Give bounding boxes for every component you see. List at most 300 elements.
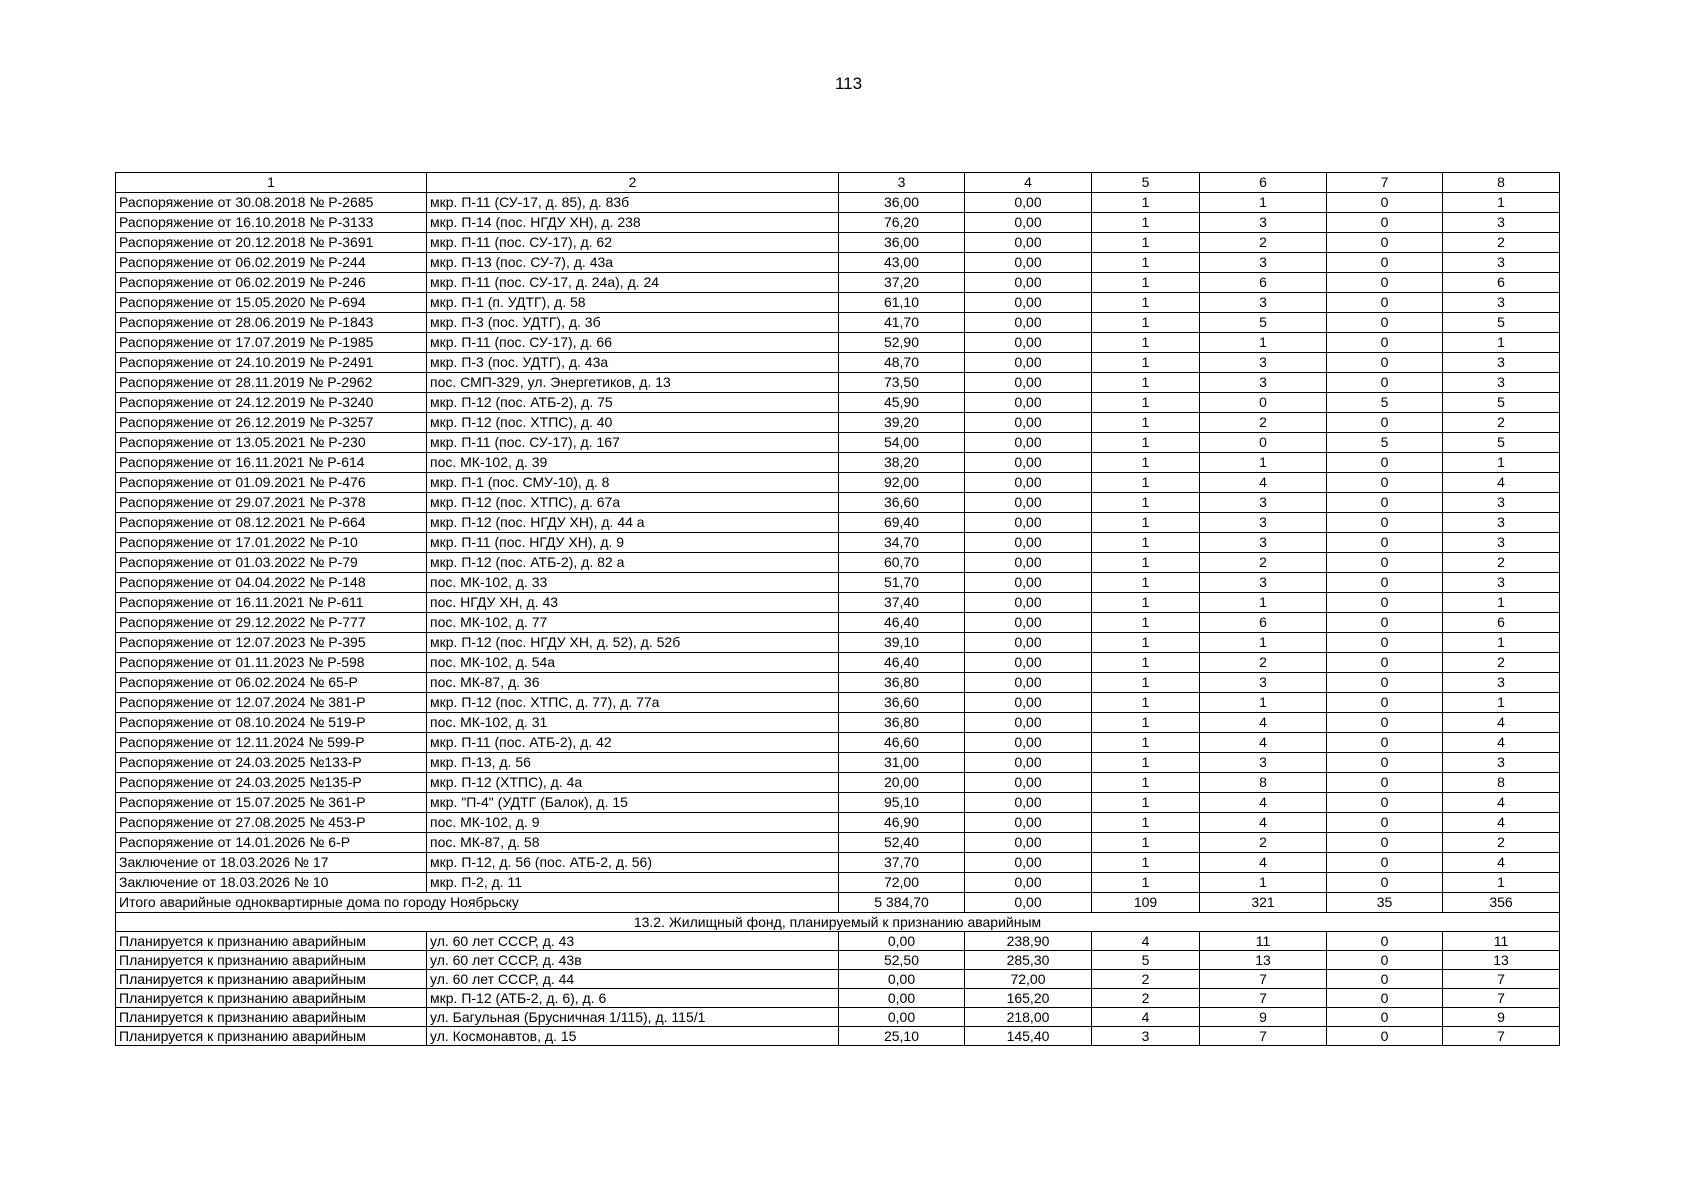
address-cell: пос. МК-102, д. 54а [427,653,839,673]
address-cell: пос. СМП-329, ул. Энергетиков, д. 13 [427,373,839,393]
table-row [116,753,1560,773]
value-cell: 3 [1443,573,1560,593]
table-row [116,613,1560,633]
address-cell: мкр. П-11 (пос. НГДУ ХН), д. 9 [427,533,839,553]
value-cell: 0 [1327,593,1443,613]
value-cell: 20,00 [839,773,965,793]
address-cell: пос. МК-102, д. 77 [427,613,839,633]
planned-row [116,1008,1560,1027]
value-cell: 0 [1327,373,1443,393]
column-number: 7 [1327,173,1443,193]
value-cell: 0,00 [965,733,1092,753]
value-cell: 1 [1092,873,1200,893]
value-cell: 0 [1327,413,1443,433]
value-cell: 1 [1092,393,1200,413]
value-cell: 1 [1092,313,1200,333]
document-cell: Распоряжение от 01.11.2023 № Р-598 [116,653,427,673]
value-cell: 3 [1200,493,1327,513]
value-cell: 3 [1200,513,1327,533]
value-cell: 0 [1327,693,1443,713]
value-cell: 3 [1200,293,1327,313]
value-cell: 0 [1200,393,1327,413]
value-cell: 45,90 [839,393,965,413]
planned-row [116,970,1560,989]
table-row [116,213,1560,233]
document-cell: Распоряжение от 17.01.2022 № Р-10 [116,533,427,553]
value-cell: 3 [1443,213,1560,233]
value-cell: 2 [1443,233,1560,253]
value-cell: 1 [1443,193,1560,213]
total-value: 5 384,70 [839,893,965,913]
value-cell: 3 [1200,753,1327,773]
value-cell: 0,00 [965,313,1092,333]
value-cell: 0 [1327,833,1443,853]
address-cell: мкр. П-12, д. 56 (пос. АТБ-2, д. 56) [427,853,839,873]
value-cell: 5 [1443,393,1560,413]
document-cell: Распоряжение от 16.11.2021 № Р-611 [116,593,427,613]
value-cell: 6 [1443,613,1560,633]
document-cell: Распоряжение от 24.03.2025 №133-Р [116,753,427,773]
total-label: Итого аварийные одноквартирные дома по городу Ноябрьску [116,893,839,913]
value-cell: 1 [1092,293,1200,313]
value-cell: 0,00 [965,673,1092,693]
value-cell: 3 [1200,373,1327,393]
value-cell: 43,00 [839,253,965,273]
value-cell: 0,00 [965,513,1092,533]
value-cell: 1 [1092,573,1200,593]
table-row [116,553,1560,573]
value-cell: 7 [1443,1027,1560,1046]
value-cell: 2 [1200,653,1327,673]
value-cell: 0,00 [965,693,1092,713]
table-row [116,413,1560,433]
value-cell: 0 [1327,753,1443,773]
value-cell: 54,00 [839,433,965,453]
value-cell: 31,00 [839,753,965,773]
table-row [116,513,1560,533]
document-cell: Распоряжение от 24.10.2019 № Р-2491 [116,353,427,373]
value-cell: 0 [1327,713,1443,733]
value-cell: 37,40 [839,593,965,613]
value-cell: 1 [1443,333,1560,353]
value-cell: 1 [1092,813,1200,833]
value-cell: 3 [1443,513,1560,533]
planned-row [116,951,1560,970]
value-cell: 1 [1092,473,1200,493]
value-cell: 60,70 [839,553,965,573]
value-cell: 4 [1200,473,1327,493]
document-cell: Планируется к признанию аварийным [116,989,427,1008]
value-cell: 165,20 [965,989,1092,1008]
address-cell: ул. Космонавтов, д. 15 [427,1027,839,1046]
value-cell: 0,00 [965,573,1092,593]
value-cell: 0 [1327,193,1443,213]
document-cell: Распоряжение от 24.03.2025 №135-Р [116,773,427,793]
value-cell: 1 [1092,653,1200,673]
address-cell: пос. МК-102, д. 33 [427,573,839,593]
value-cell: 0,00 [965,453,1092,473]
value-cell: 0,00 [965,633,1092,653]
address-cell: пос. МК-102, д. 9 [427,813,839,833]
table-row [116,673,1560,693]
table-row [116,233,1560,253]
value-cell: 36,60 [839,693,965,713]
value-cell: 0 [1327,273,1443,293]
value-cell: 4 [1200,733,1327,753]
value-cell: 1 [1092,193,1200,213]
value-cell: 0,00 [965,353,1092,373]
value-cell: 1 [1092,553,1200,573]
table-row [116,353,1560,373]
table-row [116,533,1560,553]
value-cell: 2 [1443,553,1560,573]
value-cell: 0 [1327,613,1443,633]
value-cell: 0 [1327,293,1443,313]
table-row [116,873,1560,893]
value-cell: 9 [1200,1008,1327,1027]
value-cell: 2 [1200,233,1327,253]
value-cell: 1 [1200,333,1327,353]
total-value: 109 [1092,893,1200,913]
value-cell: 0,00 [965,653,1092,673]
address-cell: мкр. П-11 (пос. АТБ-2), д. 42 [427,733,839,753]
value-cell: 1 [1092,373,1200,393]
value-cell: 1 [1200,693,1327,713]
column-number: 1 [116,173,427,193]
value-cell: 3 [1200,573,1327,593]
value-cell: 1 [1092,233,1200,253]
value-cell: 1 [1092,353,1200,373]
total-value: 0,00 [965,893,1092,913]
document-cell: Распоряжение от 16.10.2018 № Р-3133 [116,213,427,233]
value-cell: 4 [1200,793,1327,813]
value-cell: 0 [1327,673,1443,693]
address-cell: пос. МК-87, д. 36 [427,673,839,693]
value-cell: 3 [1443,253,1560,273]
column-number: 3 [839,173,965,193]
table-row [116,273,1560,293]
value-cell: 0 [1327,793,1443,813]
value-cell: 52,40 [839,833,965,853]
document-cell: Заключение от 18.03.2026 № 17 [116,853,427,873]
value-cell: 0,00 [965,333,1092,353]
value-cell: 0,00 [965,233,1092,253]
value-cell: 0,00 [965,373,1092,393]
table-row [116,773,1560,793]
address-cell: пос. МК-102, д. 39 [427,453,839,473]
document-cell: Распоряжение от 28.11.2019 № Р-2962 [116,373,427,393]
value-cell: 25,10 [839,1027,965,1046]
total-row [116,893,1560,913]
value-cell: 1 [1092,433,1200,453]
document-cell: Планируется к признанию аварийным [116,1008,427,1027]
address-cell: мкр. П-12 (пос. АТБ-2), д. 82 а [427,553,839,573]
value-cell: 0 [1200,433,1327,453]
address-cell: мкр. П-1 (п. УДТГ), д. 58 [427,293,839,313]
column-number: 6 [1200,173,1327,193]
value-cell: 1 [1443,633,1560,653]
address-cell: ул. 60 лет СССР, д. 43 [427,932,839,951]
value-cell: 7 [1443,970,1560,989]
value-cell: 0 [1327,473,1443,493]
value-cell: 1 [1092,733,1200,753]
value-cell: 2 [1443,833,1560,853]
value-cell: 0,00 [965,213,1092,233]
value-cell: 11 [1200,932,1327,951]
value-cell: 3 [1092,1027,1200,1046]
value-cell: 72,00 [839,873,965,893]
value-cell: 7 [1443,989,1560,1008]
document-cell: Распоряжение от 16.11.2021 № Р-614 [116,453,427,473]
value-cell: 0 [1327,813,1443,833]
value-cell: 36,60 [839,493,965,513]
address-cell: мкр. П-11 (СУ-17, д. 85), д. 83б [427,193,839,213]
value-cell: 0 [1327,353,1443,373]
value-cell: 1 [1092,333,1200,353]
document-cell: Планируется к признанию аварийным [116,951,427,970]
value-cell: 0 [1327,513,1443,533]
value-cell: 3 [1443,353,1560,373]
document-cell: Распоряжение от 12.11.2024 № 599-Р [116,733,427,753]
table-row [116,693,1560,713]
table-row [116,733,1560,753]
document-cell: Распоряжение от 04.04.2022 № Р-148 [116,573,427,593]
value-cell: 36,80 [839,713,965,733]
value-cell: 46,40 [839,613,965,633]
value-cell: 0,00 [839,932,965,951]
value-cell: 0,00 [965,773,1092,793]
value-cell: 5 [1443,433,1560,453]
value-cell: 38,20 [839,453,965,473]
value-cell: 0 [1327,553,1443,573]
table-row [116,833,1560,853]
value-cell: 0 [1327,1008,1443,1027]
address-cell: мкр. П-12 (пос. НГДУ ХН), д. 44 а [427,513,839,533]
value-cell: 145,40 [965,1027,1092,1046]
value-cell: 0,00 [965,853,1092,873]
value-cell: 52,90 [839,333,965,353]
document-cell: Распоряжение от 08.10.2024 № 519-Р [116,713,427,733]
value-cell: 6 [1200,613,1327,633]
document-cell: Распоряжение от 24.12.2019 № Р-3240 [116,393,427,413]
value-cell: 1 [1092,533,1200,553]
value-cell: 238,90 [965,932,1092,951]
address-cell: пос. МК-102, д. 31 [427,713,839,733]
value-cell: 1 [1092,633,1200,653]
value-cell: 39,10 [839,633,965,653]
value-cell: 0,00 [839,970,965,989]
value-cell: 2 [1443,653,1560,673]
section-row [116,913,1560,932]
value-cell: 4 [1443,853,1560,873]
value-cell: 0,00 [965,273,1092,293]
value-cell: 4 [1443,813,1560,833]
value-cell: 3 [1443,293,1560,313]
value-cell: 1 [1092,413,1200,433]
value-cell: 1 [1092,753,1200,773]
value-cell: 8 [1200,773,1327,793]
value-cell: 1 [1092,773,1200,793]
document-cell: Распоряжение от 01.09.2021 № Р-476 [116,473,427,493]
value-cell: 1 [1443,693,1560,713]
table-row [116,713,1560,733]
value-cell: 1 [1443,873,1560,893]
value-cell: 48,70 [839,353,965,373]
address-cell: ул. 60 лет СССР, д. 43в [427,951,839,970]
section-title: 13.2. Жилищный фонд, планируемый к признанию аварийным [116,913,1560,932]
page-number: 113 [834,74,863,93]
value-cell: 0,00 [965,713,1092,733]
value-cell: 0 [1327,853,1443,873]
value-cell: 5 [1092,951,1200,970]
value-cell: 3 [1443,533,1560,553]
value-cell: 3 [1200,253,1327,273]
value-cell: 0 [1327,213,1443,233]
address-cell: мкр. П-12 (пос. АТБ-2), д. 75 [427,393,839,413]
value-cell: 7 [1200,989,1327,1008]
address-cell: мкр. П-14 (пос. НГДУ ХН), д. 238 [427,213,839,233]
column-number: 8 [1443,173,1560,193]
value-cell: 1 [1200,453,1327,473]
document-cell: Распоряжение от 06.02.2024 № 65-Р [116,673,427,693]
table-row [116,193,1560,213]
value-cell: 0 [1327,253,1443,273]
planned-row [116,1027,1560,1046]
value-cell: 37,70 [839,853,965,873]
housing-table [115,172,1560,1046]
value-cell: 4 [1200,713,1327,733]
value-cell: 0,00 [965,193,1092,213]
table-row [116,653,1560,673]
value-cell: 95,10 [839,793,965,813]
value-cell: 0,00 [965,293,1092,313]
value-cell: 0,00 [965,753,1092,773]
table-row [116,253,1560,273]
value-cell: 0 [1327,653,1443,673]
value-cell: 4 [1092,932,1200,951]
value-cell: 4 [1443,733,1560,753]
value-cell: 3 [1443,493,1560,513]
value-cell: 4 [1092,1008,1200,1027]
value-cell: 3 [1443,753,1560,773]
value-cell: 61,10 [839,293,965,313]
value-cell: 1 [1092,593,1200,613]
address-cell: мкр. П-11 (пос. СУ-17), д. 167 [427,433,839,453]
document-cell: Распоряжение от 26.12.2019 № Р-3257 [116,413,427,433]
value-cell: 6 [1200,273,1327,293]
document-cell: Распоряжение от 28.06.2019 № Р-1843 [116,313,427,333]
value-cell: 0,00 [965,833,1092,853]
value-cell: 1 [1092,613,1200,633]
value-cell: 3 [1200,533,1327,553]
value-cell: 0 [1327,633,1443,653]
address-cell: ул. 60 лет СССР, д. 44 [427,970,839,989]
address-cell: мкр. П-13, д. 56 [427,753,839,773]
value-cell: 1 [1200,593,1327,613]
table-row [116,633,1560,653]
document-cell: Планируется к признанию аварийным [116,1027,427,1046]
address-cell: мкр. П-12 (ХТПС), д. 4а [427,773,839,793]
column-number: 4 [965,173,1092,193]
total-value: 356 [1443,893,1560,913]
value-cell: 1 [1092,833,1200,853]
address-cell: мкр. П-3 (пос. УДТГ), д. 43а [427,353,839,373]
value-cell: 1 [1092,673,1200,693]
document-cell: Распоряжение от 06.02.2019 № Р-246 [116,273,427,293]
document-cell: Распоряжение от 12.07.2024 № 381-Р [116,693,427,713]
value-cell: 2 [1200,833,1327,853]
value-cell: 0 [1327,333,1443,353]
table-row [116,453,1560,473]
value-cell: 1 [1092,693,1200,713]
address-cell: мкр. П-3 (пос. УДТГ), д. 3б [427,313,839,333]
value-cell: 8 [1443,773,1560,793]
document-cell: Распоряжение от 15.05.2020 № Р-694 [116,293,427,313]
address-cell: мкр. П-2, д. 11 [427,873,839,893]
value-cell: 1 [1443,453,1560,473]
value-cell: 72,00 [965,970,1092,989]
value-cell: 1 [1092,453,1200,473]
value-cell: 0 [1327,970,1443,989]
value-cell: 37,20 [839,273,965,293]
value-cell: 1 [1092,213,1200,233]
table-row [116,373,1560,393]
document-cell: Распоряжение от 12.07.2023 № Р-395 [116,633,427,653]
document-cell: Распоряжение от 08.12.2021 № Р-664 [116,513,427,533]
value-cell: 285,30 [965,951,1092,970]
value-cell: 0,00 [839,989,965,1008]
value-cell: 4 [1200,813,1327,833]
column-number: 2 [427,173,839,193]
table-row [116,473,1560,493]
value-cell: 0 [1327,951,1443,970]
table-row [116,433,1560,453]
value-cell: 9 [1443,1008,1560,1027]
address-cell: мкр. П-11 (пос. СУ-17), д. 62 [427,233,839,253]
value-cell: 0 [1327,573,1443,593]
value-cell: 46,90 [839,813,965,833]
value-cell: 0 [1327,932,1443,951]
table-row [116,493,1560,513]
value-cell: 34,70 [839,533,965,553]
planned-row [116,989,1560,1008]
value-cell: 7 [1200,1027,1327,1046]
document-cell: Планируется к признанию аварийным [116,932,427,951]
value-cell: 0,00 [965,253,1092,273]
value-cell: 1 [1092,493,1200,513]
column-number: 5 [1092,173,1200,193]
value-cell: 3 [1200,213,1327,233]
value-cell: 39,20 [839,413,965,433]
value-cell: 0 [1327,733,1443,753]
table-row [116,813,1560,833]
value-cell: 0 [1327,313,1443,333]
column-number-row [116,173,1560,193]
value-cell: 52,50 [839,951,965,970]
value-cell: 0 [1327,989,1443,1008]
total-value: 35 [1327,893,1443,913]
value-cell: 3 [1200,673,1327,693]
value-cell: 13 [1443,951,1560,970]
address-cell: мкр. П-1 (пос. СМУ-10), д. 8 [427,473,839,493]
value-cell: 51,70 [839,573,965,593]
value-cell: 0,00 [965,473,1092,493]
value-cell: 0 [1327,773,1443,793]
value-cell: 5 [1200,313,1327,333]
planned-row [116,932,1560,951]
value-cell: 4 [1200,853,1327,873]
value-cell: 0,00 [965,533,1092,553]
